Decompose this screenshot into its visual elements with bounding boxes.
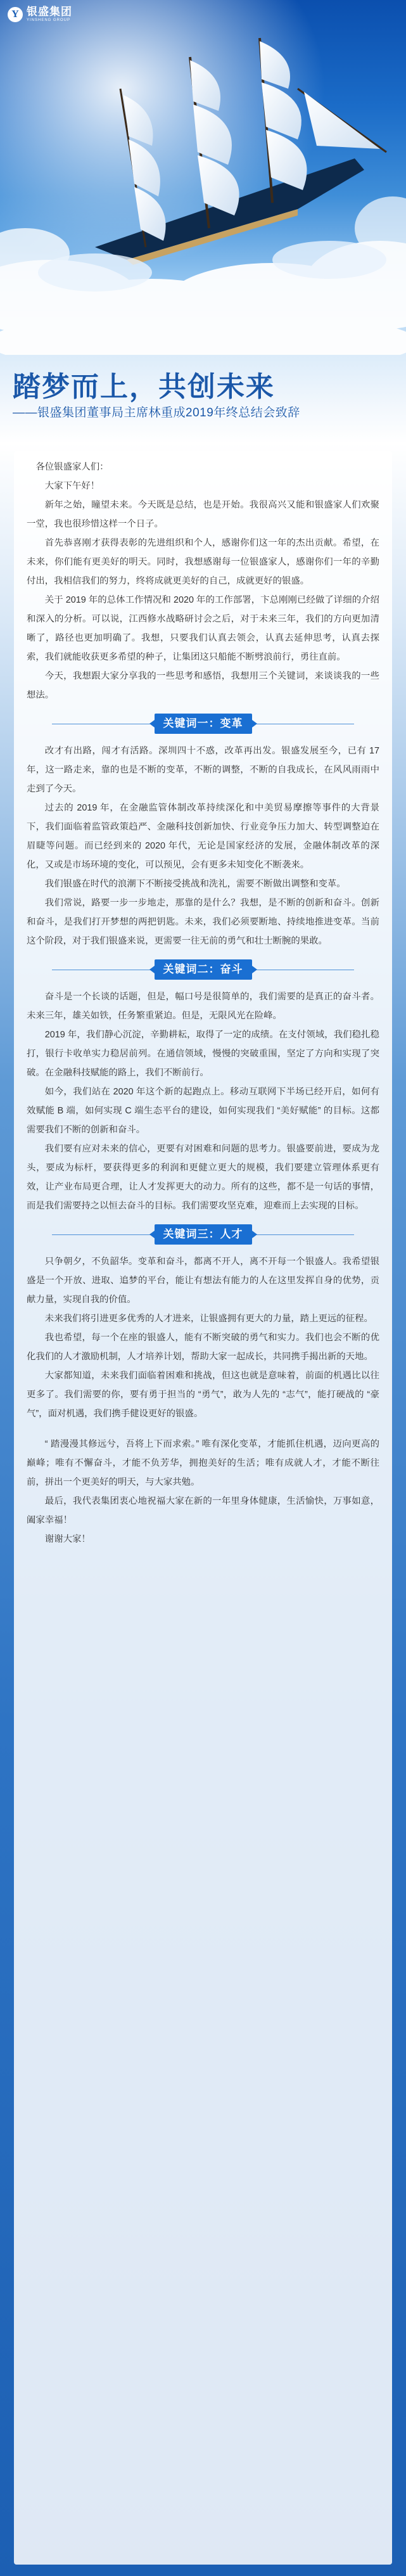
paragraph: 我们要有应对未来的信心，更要有对困难和问题的思考力。银盛要前进，要成为龙头，要成为标杆，要获得更多的利润和更健立更大的规模，我们要建立管理体系更有效，让产业布局更合理，让人才发挥更大的动力。所有的这些，都不是一句话的事情，而是我们需要持之以恒去奋斗的目标。我们需要攻坚克难，迎难而上去实现的目标。 bbox=[27, 1144, 379, 1211]
paragraph: 大家下午好！ bbox=[44, 481, 100, 491]
greeting: 各位银盛家人们： bbox=[35, 462, 109, 472]
page-title: 踏梦而上，共创未来 bbox=[13, 371, 275, 403]
logo-mark-icon: Y bbox=[8, 7, 23, 22]
keyword-label: 关键词三：人才 bbox=[155, 1224, 252, 1245]
paragraph: 我们常说，路要一步一步地走，那靠的是什么？我想，是不断的创新和奋斗。创新和奋斗，是我们打开梦想的两把钥匙。未来，我们必须要断地、持续地推进变革。当前这个阶段，对于我们银盛来说，更需要一往无前的勇气和壮士断腕的果敢。 bbox=[27, 898, 379, 946]
paragraph: 首先恭喜刚才获得表彰的先进组织和个人，感谢你们这一年的杰出贡献。希望，在未来，你们能有更美好的明天。同时，我想感谢每一位银盛家人，感谢你们一年的辛勤付出，我相信我们的努力，终将成就更美好的自己，成就更好的银盛。 bbox=[27, 538, 379, 586]
company-logo bbox=[8, 6, 72, 22]
paragraph: 大家都知道，未来我们面临着困难和挑战，但这也就是意味着，前面的机遇比以往更多了。我们需要的你，要有勇于担当的 “勇气”，敢为人先的 “志气”，能打硬战的 “豪气”，面对机遇，我们携手健设更好的银盛。 bbox=[27, 1371, 379, 1419]
keyword-heading-3 bbox=[27, 1224, 379, 1246]
paragraph: 只争朝夕，不负韶华。变革和奋斗，都离不开人，离不开每一个银盛人。我希望银盛是一个开放、进取、追梦的平台，能让有想法有能力的人在这里发挥自身的优势，贡献力量，实现自我的价值。 bbox=[27, 1257, 379, 1305]
paragraph: 2019 年，我们静心沉淀，辛勤耕耘，取得了一定的成绩。在支付领域，我们稳扎稳打，银行卡收单实力稳居前列。在通信领域，慢慢的突破重围，坚定了方向和实现了突破。在金融科技赋能的路上，我们不断前行。 bbox=[27, 1030, 379, 1078]
paragraph: 我们银盛在时代的浪潮下不断接受挑战和洗礼，需要不断做出调整和变革。 bbox=[44, 879, 346, 889]
page-subtitle: ——银盛集团董事局主席林重成2019年终总结会致辞 bbox=[13, 406, 300, 420]
paragraph: 最后，我代表集团衷心地祝福大家在新的一年里身体健康，生活愉快，万事如意，阖家幸福！ bbox=[27, 1496, 379, 1525]
keyword-label: 关键词二：奋斗 bbox=[155, 959, 252, 980]
logo-english-name: YINSHENG GROUP bbox=[27, 18, 71, 22]
speech-content bbox=[27, 458, 379, 1549]
logo-chinese-name: 银盛集团 bbox=[27, 6, 72, 18]
closing-thanks: 谢谢大家！ bbox=[44, 1534, 91, 1544]
paragraph: “ 踏漫漫其修远兮，吾将上下而求索。” 唯有深化变革，才能抓住机遇，迈向更高的巅峰；唯有不懈奋斗，才能不负芳华，拥抱美好的生活；唯有成就人才，才能不断往前，拼出一个更美好的明天，与大家共勉。 bbox=[27, 1439, 379, 1487]
sailing-ship-illustration bbox=[0, 0, 406, 355]
keyword-heading-1 bbox=[27, 714, 379, 735]
paragraph: 如今，我们站在 2020 年这个新的起跑点上。移动互联网下半场已经开启，如何有效赋能 B 端，如何实现 C 端生态平台的建设，如何实现我们 “美好赋能” 的目标。这都需要我们不断的创新和奋斗。 bbox=[27, 1087, 379, 1135]
paragraph: 今天，我想跟大家分享我的一些思考和感悟，我想用三个关键词，来谈谈我的一些想法。 bbox=[27, 671, 379, 700]
paragraph: 未来我们将引进更多优秀的人才进来，让银盛拥有更大的力量，踏上更远的征程。 bbox=[44, 1314, 373, 1324]
title-block bbox=[0, 355, 406, 444]
spacer bbox=[27, 1423, 379, 1435]
paragraph: 奋斗是一个长谈的话题，但是，幅口号是很简单的，我们需要的是真正的奋斗者。未来三年，雄关如铁，任务繁重紧迫。但是，无限风光在险峰。 bbox=[27, 992, 379, 1021]
keyword-label: 关键词一：变革 bbox=[155, 714, 252, 734]
keyword-heading-2 bbox=[27, 959, 379, 981]
paragraph: 我也希望，每一个在座的银盛人，能有不断突破的勇气和实力。我们也会不断的优化我们的人才激励机制，人才培养计划，帮助大家一起成长，共同携手揭出新的天地。 bbox=[27, 1333, 379, 1362]
paragraph: 关于 2019 年的总体工作情况和 2020 年的工作部署，卞总刚刚已经做了详细的介绍和深入的分析。可以说，江西修水战略研讨会之后，对于未来三年，我们的方向更加清晰了，路径也更加明确了。我想，只要我们认真去领会，认真去延伸思考，认真去探索，我们就能收获更多希望的种子，让集团这只船能不断劈浪前行，勇往直前。 bbox=[27, 595, 379, 662]
paragraph: 改才有出路，闯才有活路。深圳四十不惑，改革再出发。银盛发展至今，已有 17 年，这一路走来，靠的也是不断的变革，不断的调整，不断的自我成长，在风风雨雨中走到了今天。 bbox=[27, 746, 379, 794]
paragraph: 新年之始，瞳望未来。今天既是总结，也是开始。我很高兴又能和银盛家人们欢聚一堂，我也很珍惜这样一个日子。 bbox=[27, 500, 379, 529]
hero-banner bbox=[0, 0, 406, 355]
paragraph: 过去的 2019 年，在金融监管体制改革持续深化和中美贸易摩擦等事件的大背景下，我们面临着监管政策趋严、金融科技创新加快、行业竞争压力加大、转型调整迫在眉睫等问题。而已经到来的 2020 年代，无论是国家经济的发展，金融体制改革的深化，又或是市场环境的变化，可以预见，会有更多未知变化不断袭来。 bbox=[27, 803, 379, 870]
